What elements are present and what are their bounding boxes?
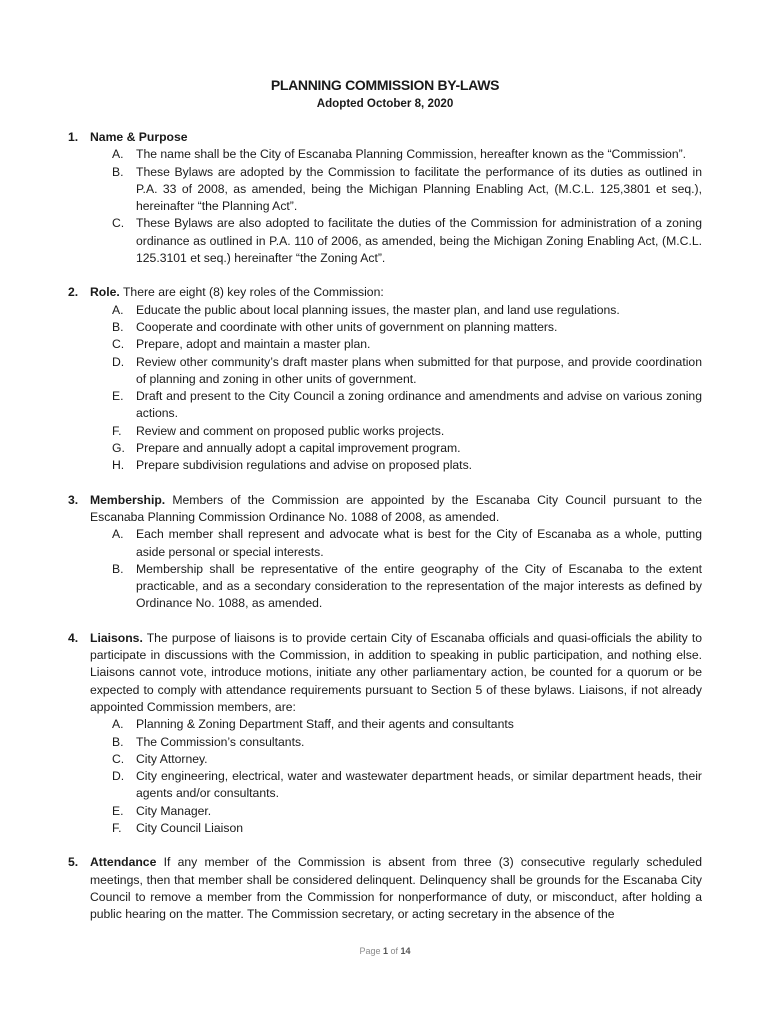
document-body	[68, 76, 702, 940]
list-item	[68, 423, 702, 440]
item-text: Planning & Zoning Department Staff, and their agents and consultants	[136, 717, 514, 732]
item-text: Prepare and annually adopt a capital improvement program.	[136, 441, 461, 456]
list-item	[68, 164, 702, 216]
section-heading	[68, 284, 702, 301]
section-heading	[68, 129, 702, 146]
list-item	[68, 388, 702, 423]
list-item	[68, 561, 702, 613]
section	[68, 854, 702, 923]
item-letter: B.	[112, 734, 124, 749]
list-item	[68, 457, 702, 474]
item-letter: B.	[112, 561, 124, 576]
page-number: 1	[382, 946, 388, 956]
item-text: Educate the public about local planning issues, the master plan, and land use regulations.	[136, 302, 620, 317]
item-letter: C.	[112, 337, 125, 352]
item-letter: A.	[112, 147, 124, 162]
section	[68, 129, 702, 267]
item-text: Prepare, adopt and maintain a master plan.	[136, 337, 371, 352]
section-items	[68, 302, 702, 475]
section-number: 1.	[68, 130, 79, 144]
section-intro: Members of the Commission are appointed by the Escanaba City Council pursuant to the Escanaba Planning Commission Ordinance No. 1088 of 2008, as amended.	[90, 492, 702, 524]
item-letter: B.	[112, 164, 124, 179]
section-heading	[68, 854, 702, 923]
item-letter: A.	[112, 302, 124, 317]
section-heading	[68, 630, 702, 716]
of-label: of	[390, 946, 399, 956]
section-title: Name & Purpose	[90, 130, 188, 144]
item-text: Prepare subdivision regulations and advise on proposed plats.	[136, 458, 473, 473]
item-letter: D.	[112, 769, 125, 784]
item-text: City Manager.	[136, 803, 212, 818]
list-item	[68, 215, 702, 267]
item-text: These Bylaws are adopted by the Commission to facilitate the performance of its duties as outlined in P.A. 33 of 2008, as amended, being the Michigan Planning Enabling Act, (M.C.L. 125,3801 et seq.), hereinafter “the Planning Act”.	[136, 164, 702, 214]
item-letter: E.	[112, 389, 124, 404]
adoption-date: Adopted October 8, 2020	[316, 97, 454, 110]
list-item	[68, 336, 702, 353]
item-text: These Bylaws are also adopted to facilitate the duties of the Commission for administration of a zoning ordinance as outlined in P.A. 110 of 2006, as amended, being the Michigan Zoning Enabling Act, (M.C.L. 125.3101 et seq.) hereinafter “the Zoning Act”.	[136, 216, 702, 266]
item-text: Draft and present to the City Council a zoning ordinance and amendments and advise on various zoning actions.	[136, 389, 702, 421]
section-title: Attendance	[90, 855, 157, 870]
total-pages: 14	[400, 946, 411, 956]
section-items	[68, 716, 702, 837]
section-title: Liaisons.	[90, 630, 143, 645]
list-item	[68, 354, 702, 389]
section	[68, 630, 702, 838]
section-intro: The purpose of liaisons is to provide certain City of Escanaba officials and quasi-officials the ability to participate in discussions with the Commission, in addition to speaking in public participation, and nothing else. Liaisons cannot vote, introduce motions, initiate any other parliamentary action, be counted for a quorum or be expected to comply with attendance requirements pursuant to Section 5 of these bylaws. Liaisons, if not already appointed Commission members, are:	[90, 630, 702, 714]
section-number: 3.	[68, 492, 79, 507]
item-letter: D.	[112, 354, 125, 369]
section	[68, 284, 702, 474]
section-intro: If any member of the Commission is absent from three (3) consecutive regularly scheduled meetings, then that member shall be considered delinquent. Delinquency shall be grounds for the Escanaba City Council to remove a member from the Commission for nonperformance of duty, or misconduct, after holding a public hearing on the matter. The Commission secretary, or acting secretary in the absence of the	[90, 855, 702, 922]
item-letter: C.	[112, 751, 125, 766]
item-text: City engineering, electrical, water and wastewater department heads, or similar department heads, their agents and/or consultants.	[136, 769, 702, 801]
section-title: Membership.	[90, 492, 166, 507]
item-letter: A.	[112, 717, 124, 732]
list-item	[68, 803, 702, 820]
section	[68, 492, 702, 613]
item-letter: G.	[112, 441, 125, 456]
sections-container	[68, 129, 702, 923]
list-item	[68, 302, 702, 319]
section-title: Role.	[90, 285, 120, 300]
list-item	[68, 820, 702, 837]
list-item	[68, 751, 702, 768]
item-text: City Attorney.	[136, 751, 208, 766]
list-item	[68, 734, 702, 751]
item-letter: A.	[112, 527, 124, 542]
section-items	[68, 146, 702, 267]
page-footer	[0, 946, 770, 956]
item-letter: C.	[112, 216, 125, 231]
item-text: The Commission’s consultants.	[136, 734, 305, 749]
list-item	[68, 319, 702, 336]
list-item	[68, 716, 702, 733]
item-letter: E.	[112, 803, 124, 818]
section-number: 2.	[68, 285, 79, 300]
item-letter: F.	[112, 820, 122, 835]
section-heading	[68, 492, 702, 527]
item-text: Review other community’s draft master plans when submitted for that purpose, and provide coordination of planning and zoning in other units of government.	[136, 354, 702, 386]
item-text: City Council Liaison	[136, 820, 244, 835]
list-item	[68, 440, 702, 457]
list-item	[68, 146, 702, 163]
list-item	[68, 768, 702, 803]
page-label: Page	[359, 946, 381, 956]
item-text: The name shall be the City of Escanaba Planning Commission, hereafter known as the “Commission”.	[136, 147, 687, 162]
item-text: Review and comment on proposed public works projects.	[136, 423, 445, 438]
section-number: 4.	[68, 630, 79, 645]
section-intro: There are eight (8) key roles of the Commission:	[122, 285, 384, 300]
item-letter: F.	[112, 423, 122, 438]
document-title: PLANNING COMMISSION BY-LAWS	[270, 77, 500, 93]
item-text: Cooperate and coordinate with other units of government on planning matters.	[136, 319, 558, 334]
section-items	[68, 526, 702, 612]
item-letter: B.	[112, 319, 124, 334]
item-text: Each member shall represent and advocate what is best for the City of Escanaba as a whole, putting aside personal or special interests.	[136, 527, 702, 559]
item-text: Membership shall be representative of the entire geography of the City of Escanaba to the extent practicable, and as a secondary consideration to the representation of the major interests as defined by Ordinance No. 1088, as amended.	[136, 561, 702, 611]
item-letter: H.	[112, 458, 125, 473]
section-number: 5.	[68, 855, 79, 870]
list-item	[68, 526, 702, 561]
